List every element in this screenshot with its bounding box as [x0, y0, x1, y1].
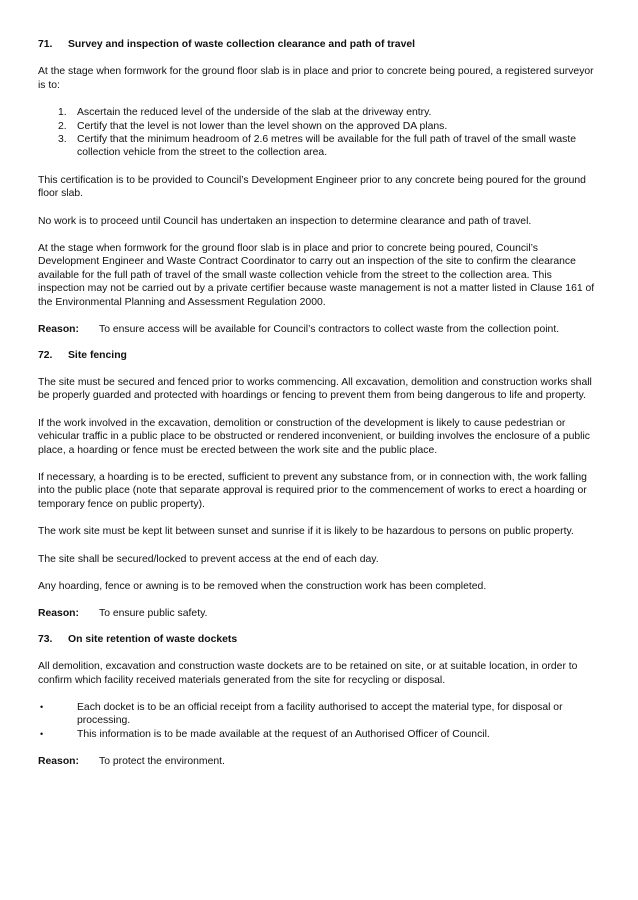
paragraph: If the work involved in the excavation, demolition or construction of the development is likely to cause pedestrian or vehicular traffic in a public place to be obstructed or rendered inconvenient, or building involves the enclosure of a public place, a hoarding or fence must be erected between the work site and the public place. [38, 417, 590, 456]
reason-block [38, 323, 600, 336]
list-number: 2. [58, 120, 67, 132]
bullet-text: Each docket is to be an official receipt from a facility authorised to accept the material type, for disposal or processing. [77, 702, 563, 727]
section-title: Survey and inspection of waste collection clearance and path of travel [68, 39, 416, 50]
list-item-text: Ascertain the reduced level of the underside of the slab at the driveway entry. [77, 107, 432, 119]
list-item-text: Certify that the minimum headroom of 2.6 metres will be available for the full path of travel of the small waste collection vehicle from the street to the collection area. [77, 134, 576, 159]
list-item [38, 120, 600, 133]
section-72 [38, 349, 600, 621]
section-number: 71. [38, 39, 53, 50]
reason-text: To ensure public safety. [99, 608, 208, 620]
paragraph: At the stage when formwork for the ground floor slab is in place and prior to concrete being poured, a registered surveyor is to: [38, 66, 594, 91]
reason-label: Reason: [38, 608, 79, 620]
reason-text: To ensure access will be available for Council’s contractors to collect waste from the collection point. [99, 324, 560, 336]
bullet-icon: • [40, 702, 44, 712]
reason-label: Reason: [38, 756, 79, 768]
paragraph: No work is to proceed until Council has undertaken an inspection to determine clearance and path of travel. [38, 215, 532, 227]
bullet-item [38, 728, 600, 741]
section-title: On site retention of waste dockets [68, 633, 238, 645]
section-heading [38, 349, 600, 362]
paragraph: The site must be secured and fenced prior to works commencing. All excavation, demolition and construction works shall be properly guarded and protected with hoardings or fencing to prevent them from being dangerous to life and property. [38, 376, 592, 402]
list-item [38, 106, 600, 119]
paragraph: Any hoarding, fence or awning is to be removed when the construction work has been completed. [38, 580, 487, 592]
list-number: 1. [58, 107, 67, 119]
list-number: 3. [58, 134, 67, 146]
paragraph: All demolition, excavation and construction waste dockets are to be retained on site, or at suitable location, in order to confirm which facility received materials generated from the site for recycling or disposal. [38, 661, 578, 686]
list-item-text: Certify that the level is not lower than the level shown on the approved DA plans. [77, 120, 448, 132]
section-73 [38, 633, 600, 769]
paragraph: This certification is to be provided to Council’s Development Engineer prior to any concrete being poured for the ground floor slab. [38, 174, 586, 200]
bullet-text: This information is to be made available at the request of an Authorised Officer of Council. [77, 728, 490, 740]
bullet-list [38, 701, 600, 741]
paragraph: The site shall be secured/locked to prevent access at the end of each day. [38, 553, 379, 565]
section-number: 73. [38, 633, 53, 645]
paragraph: The work site must be kept lit between sunset and sunrise if it is likely to be hazardous to persons on public property. [38, 526, 574, 538]
reason-block [38, 607, 600, 620]
document-page [38, 38, 600, 769]
bullet-icon: • [40, 728, 44, 739]
paragraph: At the stage when formwork for the ground floor slab is in place and prior to concrete being poured, Council’s Development Engineer and Waste Contract Coordinator to carry out an inspection of the site to confirm the clearance available for the full path of travel of the small waste collection vehicle from the street to the collection area. This inspection may not be carried out by a private certifier because waste management is not a matter listed in Clause 161 of the Environmental Planning and Assessment Regulation 2000. [38, 243, 595, 308]
numbered-list [38, 106, 600, 160]
section-title: Site fencing [68, 349, 127, 361]
list-item [38, 133, 600, 160]
section-heading [38, 38, 600, 51]
paragraph: If necessary, a hoarding is to be erected, sufficient to prevent any substance from, or in connection with, the work falling into the public place (note that separate approval is required prior to the commencement of works to erect a hoarding or temporary fence on public property). [38, 471, 587, 510]
bullet-item [38, 701, 600, 728]
section-number: 72. [38, 349, 53, 361]
section-heading [38, 633, 600, 646]
reason-label: Reason: [38, 324, 79, 336]
reason-text: To protect the environment. [99, 756, 225, 768]
section-71 [38, 38, 600, 337]
reason-block [38, 755, 600, 768]
